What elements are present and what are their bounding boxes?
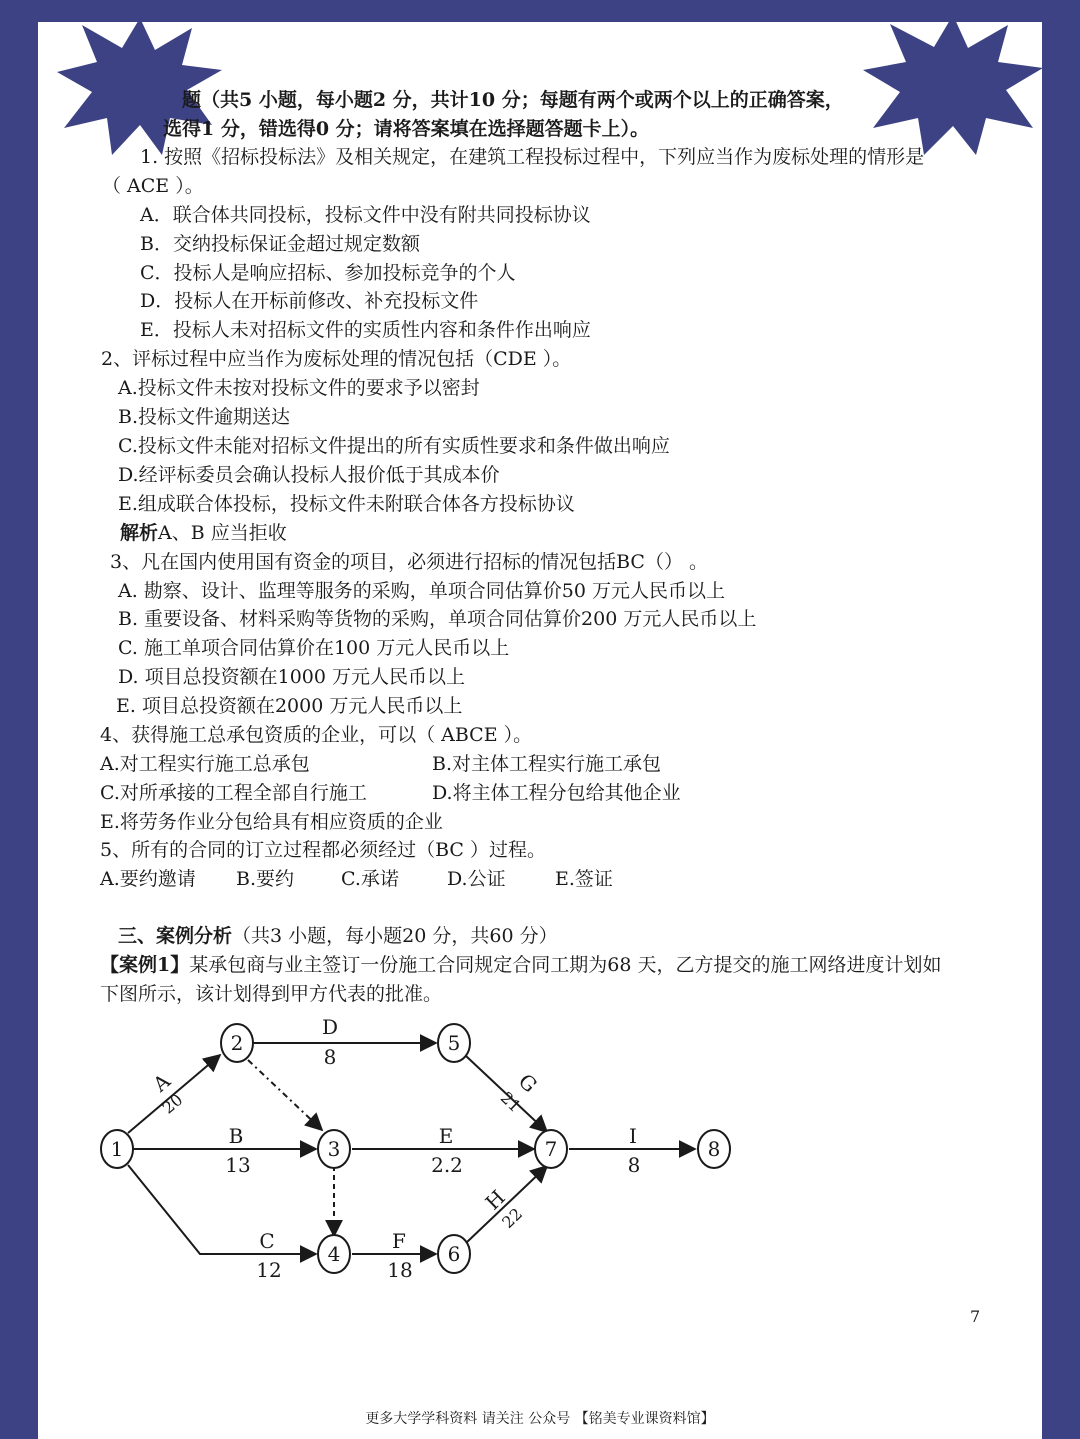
q4-option-d: D.将主体工程分包给其他企业	[432, 782, 681, 804]
activity-D-name: D	[321, 1015, 339, 1039]
q1-answer: （ ACE ）。	[102, 175, 204, 197]
q3-option-b: B. 重要设备、材料采购等货物的采购，单项合同估算价200 万元人民币以上	[118, 608, 757, 630]
q4-stem: 4、获得施工总承包资质的企业，可以（ ABCE ）。	[100, 724, 533, 746]
q2-option-c: C.投标文件未能对招标文件提出的所有实质性要求和条件做出响应	[118, 435, 670, 457]
node-label-5: 5	[447, 1031, 461, 1055]
section3-heading	[118, 924, 558, 948]
q5-option-d: D.公证	[447, 868, 506, 890]
q3-option-c: C. 施工单项合同估算价在100 万元人民币以上	[118, 637, 510, 659]
activity-A-duration: 20	[158, 1089, 187, 1118]
node-label-7: 7	[544, 1137, 558, 1161]
star-decoration-right-icon	[858, 10, 1048, 160]
section2-header-line2: 选得1 分，错选得0 分；请将答案填在选择题答题卡上）。	[163, 118, 650, 140]
q2-stem: 2、评标过程中应当作为废标处理的情况包括（CDE ）。	[101, 348, 572, 370]
case1-line2: 下图所示，该计划得到甲方代表的批准。	[100, 983, 443, 1005]
network-diagram	[90, 1010, 750, 1300]
q4-option-c: C.对所承接的工程全部自行施工	[100, 782, 367, 804]
section3-note: （共3 小题，每小题20 分，共60 分）	[232, 925, 558, 947]
q4-option-e: E.将劳务作业分包给具有相应资质的企业	[100, 811, 443, 833]
activity-E-duration: 2.2	[431, 1153, 463, 1177]
q5-option-a: A.要约邀请	[100, 868, 196, 890]
arrow-1-4	[128, 1165, 316, 1254]
node-label-8: 8	[707, 1137, 721, 1161]
analysis-text: A、B 应当拒收	[158, 522, 287, 544]
activity-B-duration: 13	[225, 1153, 251, 1177]
activity-H-name: H	[480, 1185, 510, 1215]
section2-header-line1: 题（共5 小题，每小题2 分，共计10 分；每题有两个或两个以上的正确答案，	[182, 89, 844, 111]
section3-title: 三、案例分析	[118, 925, 233, 947]
activity-I-name: I	[629, 1124, 637, 1148]
node-label-1: 1	[110, 1137, 124, 1161]
node-label-6: 6	[447, 1242, 461, 1266]
activity-H-duration: 22	[498, 1204, 527, 1232]
q5-stem: 5、所有的合同的订立过程都必须经过（BC ）过程。	[100, 839, 546, 861]
q1-option-e: E．投标人未对招标文件的实质性内容和条件作出响应	[140, 319, 591, 341]
q2-option-e: E.组成联合体投标，投标文件未附联合体各方投标协议	[118, 493, 575, 515]
q1-option-b: B．交纳投标保证金超过规定数额	[140, 233, 420, 255]
activity-I-duration: 8	[627, 1153, 641, 1177]
q3-option-e: E. 项目总投资额在2000 万元人民币以上	[116, 695, 463, 717]
q5-option-b: B.要约	[236, 868, 295, 890]
analysis-label: 解析	[120, 522, 159, 544]
q2-option-b: B.投标文件逾期送达	[118, 406, 291, 428]
node-label-2: 2	[230, 1031, 244, 1055]
q2-option-a: A.投标文件未按对投标文件的要求予以密封	[118, 377, 480, 399]
activity-A-name: A	[148, 1068, 175, 1097]
page-number: 7	[970, 1307, 981, 1326]
activity-E-name: E	[438, 1124, 454, 1148]
case1-line1	[100, 953, 941, 977]
q5-option-e: E.签证	[555, 868, 613, 890]
q3-option-d: D. 项目总投资额在1000 万元人民币以上	[118, 666, 466, 688]
q1-stem: 1. 按照《招标投标法》及相关规定，在建筑工程投标过程中，下列应当作为废标处理的情形是	[140, 146, 925, 168]
activity-G-name: G	[513, 1068, 542, 1098]
q3-stem: 3、凡在国内使用国有资金的项目，必须进行招标的情况包括BC（） 。	[110, 551, 708, 573]
activity-C-name: C	[259, 1229, 275, 1253]
case1-label: 【案例1】	[100, 954, 190, 976]
q4-option-a: A.对工程实行施工总承包	[100, 753, 310, 775]
activity-F-duration: 18	[387, 1258, 413, 1282]
q2-analysis	[120, 521, 287, 545]
case1-text: 某承包商与业主签订一份施工合同规定合同工期为68 天，乙方提交的施工网络进度计划如	[189, 954, 942, 976]
q1-option-d: D．投标人在开标前修改、补充投标文件	[140, 290, 479, 312]
activity-G-duration: 21	[496, 1088, 525, 1116]
activity-B-name: B	[228, 1124, 244, 1148]
q1-option-c: C．投标人是响应招标、参加投标竞争的个人	[140, 262, 516, 284]
q4-option-b: B.对主体工程实行施工承包	[432, 753, 662, 775]
q2-option-d: D.经评标委员会确认投标人报价低于其成本价	[118, 464, 500, 486]
dummy-2-3	[248, 1060, 322, 1130]
q1-option-a: A．联合体共同投标，投标文件中没有附共同投标协议	[140, 204, 591, 226]
q5-option-c: C.承诺	[341, 868, 399, 890]
activity-C-duration: 12	[256, 1258, 282, 1282]
activity-D-duration: 8	[323, 1045, 337, 1069]
q3-option-a: A. 勘察、设计、监理等服务的采购，单项合同估算价50 万元人民币以上	[118, 580, 726, 602]
node-label-3: 3	[327, 1137, 341, 1161]
node-label-4: 4	[327, 1242, 341, 1266]
footer-text: 更多大学学科资料 请关注 公众号 【铭美专业课资料馆】	[365, 1411, 715, 1427]
activity-F-name: F	[392, 1229, 406, 1253]
